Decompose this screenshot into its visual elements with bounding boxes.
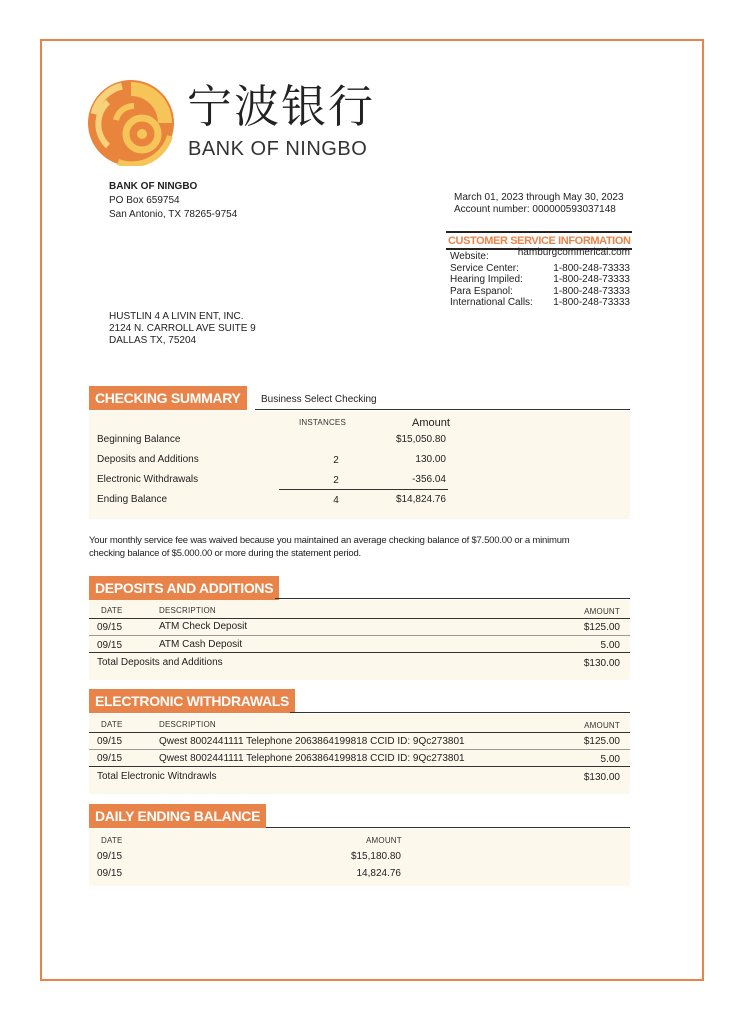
bank-address bbox=[109, 180, 237, 222]
withdrawal-date: 09/15 bbox=[97, 736, 123, 747]
customer-service-table bbox=[450, 247, 630, 309]
cs-row-service-center bbox=[450, 263, 630, 275]
col-instances: INSTANCES bbox=[299, 418, 346, 427]
summary-label: Electronic Withdrawals bbox=[97, 474, 199, 485]
summary-amount: -356.04 bbox=[412, 474, 446, 485]
summary-amount: $14,824.76 bbox=[395, 494, 446, 505]
withdrawal-amount: $125.00 bbox=[583, 736, 620, 747]
balance-amount: $15,180.80 bbox=[350, 851, 401, 862]
cs-value: 1-800-248-73333 bbox=[553, 274, 630, 285]
withdrawals-total-amount: $130.00 bbox=[583, 772, 620, 783]
account-product: Business Select Checking bbox=[261, 394, 377, 405]
service-fee-note-line1: Your monthly service fee was waived because you maintained an average checking balance of $7.500.00 or a minimum bbox=[89, 535, 570, 546]
cs-top-rule bbox=[446, 231, 632, 233]
bank-address-line2: San Antonio, TX 78265-9754 bbox=[109, 209, 238, 220]
bank-name-english: BANK OF NINGBO bbox=[188, 138, 368, 160]
deposits-header: DEPOSITS AND ADDITIONS bbox=[89, 576, 279, 600]
deposit-date: 09/15 bbox=[97, 622, 123, 633]
daily-balance-header: DAILY ENDING BALANCE bbox=[89, 804, 266, 828]
col-date: DATE bbox=[101, 720, 123, 729]
withdrawal-description: Qwest 8002441111 Telephone 2063864199818 CCID ID: 9Qc273801 bbox=[159, 753, 465, 764]
col-amount: Amount bbox=[412, 417, 450, 429]
cs-row-website bbox=[450, 247, 630, 263]
summary-total-rule bbox=[279, 489, 448, 490]
account-number: 000000593037148 bbox=[532, 204, 616, 215]
col-amount: AMOUNT bbox=[366, 836, 402, 845]
cs-label: Website: bbox=[450, 251, 489, 262]
cs-label: Para Espanol: bbox=[450, 285, 513, 297]
checking-summary-header: CHECKING SUMMARY bbox=[89, 386, 247, 410]
cs-row-hearing bbox=[450, 274, 630, 286]
bank-name-chinese: 宁波银行 bbox=[187, 81, 376, 132]
recipient-line2: 2124 N. CARROLL AVE SUITE 9 bbox=[109, 323, 256, 334]
summary-amount: 130.00 bbox=[415, 454, 446, 465]
withdrawal-description: Qwest 8002441111 Telephone 2063864199818 CCID ID: 9Qc273801 bbox=[159, 736, 465, 747]
account-number-line bbox=[454, 204, 624, 216]
deposit-amount: 5.00 bbox=[600, 640, 620, 651]
withdrawals-total-label: Total Electronic Witndrawls bbox=[97, 771, 217, 782]
summary-label: Beginning Balance bbox=[97, 434, 181, 445]
service-fee-note-line2: checking balance of $5.000.00 or more during the statement period. bbox=[89, 548, 361, 559]
summary-amount: $15,050.80 bbox=[395, 434, 446, 445]
col-date: DATE bbox=[101, 606, 123, 615]
cs-row-international bbox=[450, 297, 630, 309]
cs-value: 1-800-248-73333 bbox=[553, 262, 630, 274]
balance-date: 09/15 bbox=[97, 851, 123, 862]
col-description: DESCRIPTION bbox=[159, 606, 216, 615]
summary-label: Ending Balance bbox=[97, 494, 168, 505]
col-amount: AMOUNT bbox=[584, 721, 620, 730]
deposits-total-rule bbox=[89, 652, 630, 653]
statement-period-block bbox=[454, 192, 624, 216]
cs-label: Service Center: bbox=[450, 262, 519, 274]
withdrawals-total-rule bbox=[89, 766, 630, 767]
cs-value: 1-800-248-73333 bbox=[553, 297, 630, 308]
summary-instances: 4 bbox=[333, 495, 339, 506]
bank-address-name: BANK OF NINGBO bbox=[109, 181, 198, 192]
recipient-line3: DALLAS TX, 75204 bbox=[109, 335, 197, 346]
cs-website-value[interactable]: hamburgcommerical.com bbox=[517, 247, 630, 258]
withdrawals-rule bbox=[290, 712, 630, 713]
statement-period: March 01, 2023 through May 30, 2023 bbox=[454, 192, 624, 203]
deposit-description: ATM Cash Deposit bbox=[159, 639, 243, 650]
account-number-label: Account number: bbox=[454, 204, 530, 215]
summary-label: Deposits and Additions bbox=[97, 454, 199, 465]
recipient-line1: HUSTLIN 4 A LIVIN ENT, INC. bbox=[109, 311, 244, 322]
withdrawal-date: 09/15 bbox=[97, 753, 123, 764]
bank-logo-icon bbox=[88, 80, 174, 166]
col-date: DATE bbox=[101, 836, 123, 845]
col-amount: AMOUNT bbox=[584, 607, 620, 616]
deposit-description: ATM Check Deposit bbox=[159, 621, 248, 632]
withdrawals-header: ELECTRONIC WITHDRAWALS bbox=[89, 689, 295, 713]
deposits-total-amount: $130.00 bbox=[583, 658, 620, 669]
deposits-header-rule bbox=[89, 618, 630, 619]
deposits-row-rule bbox=[89, 635, 630, 636]
cs-label: International Calls: bbox=[450, 297, 533, 308]
balance-date: 09/15 bbox=[97, 868, 123, 879]
deposits-total-label: Total Deposits and Additions bbox=[97, 657, 223, 668]
cs-value: 1-800-248-73333 bbox=[553, 285, 630, 297]
cs-row-espanol bbox=[450, 286, 630, 298]
service-fee-note bbox=[89, 534, 570, 560]
summary-instances: 2 bbox=[333, 455, 339, 466]
checking-summary-rule bbox=[255, 409, 630, 410]
bank-address-line1: PO Box 659754 bbox=[109, 195, 180, 206]
daily-balance-rule bbox=[266, 827, 630, 828]
balance-amount: 14,824.76 bbox=[356, 868, 401, 879]
recipient-address bbox=[109, 311, 256, 347]
cs-label: Hearing Impiled: bbox=[450, 274, 523, 285]
deposits-rule bbox=[275, 598, 630, 599]
cs-title: CUSTOMER SERVICE INFORMATION bbox=[448, 235, 631, 247]
withdrawal-amount: 5.00 bbox=[600, 754, 620, 765]
summary-instances: 2 bbox=[333, 475, 339, 486]
deposit-date: 09/15 bbox=[97, 640, 123, 651]
deposit-amount: $125.00 bbox=[583, 622, 620, 633]
withdrawals-row-rule bbox=[89, 749, 630, 750]
col-description: DESCRIPTION bbox=[159, 720, 216, 729]
withdrawals-header-rule bbox=[89, 732, 630, 733]
